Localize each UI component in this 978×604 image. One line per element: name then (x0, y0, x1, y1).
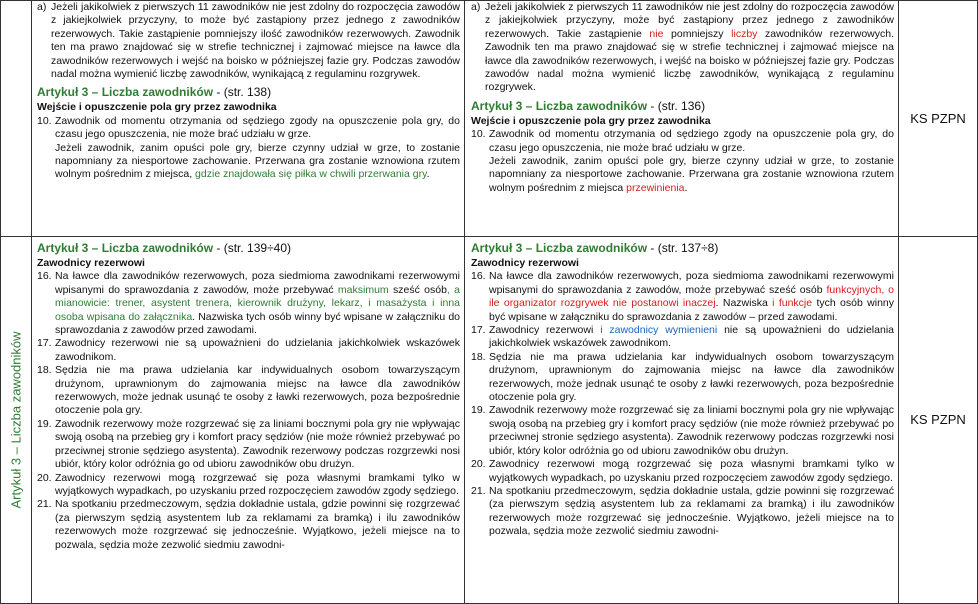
heading-text: Artykuł 3 – Liczba zawodników (37, 85, 214, 100)
section-heading (37, 241, 460, 255)
list-item (37, 1, 460, 81)
changed-text: przewinienia (626, 181, 685, 194)
text-span: Na ławce dla zawodników rezerwowych, poza siedmioma zawodnikami rezerwowymi wpisanymi do sprawozdania z zawodów, może przebywać sześć osób (489, 270, 894, 296)
list-item (37, 472, 460, 499)
item-text: Zawodnik od momentu otrzymania od sędziego zgody na opuszczenie pola gry, do czasu jego opuszczenia, nie może brać udziału w grze. (55, 114, 460, 141)
text-span: pomniejszy (663, 27, 732, 40)
item-number: 17. (471, 324, 486, 337)
list-item (37, 364, 460, 418)
side-cell (1, 237, 32, 604)
changed-text: , a mianowicie: trener, asystent trenera, kierownik drużyny, lekarz, i masażysta i inna osoba wpisana do załącznika (55, 283, 460, 323)
item-text: Zawodnik rezerwowy może rozgrzewać się za liniami bocznymi pola gry nie wpływając swoją osobą na przebieg gry i komfort pracy sędziów (nie może również przebywać po przeciwnej stronie sędziego asystenta). Zawodnik rezerwowy podczas rozgrzewki nosi ubiór, który kolor odróżnia go od ubioru zawodników obu drużyn. (55, 417, 460, 471)
page-ref: - (str. 137÷8) (647, 241, 719, 255)
changed-text: maksimum (337, 283, 389, 296)
list-item (471, 458, 894, 485)
item-number: 10. (37, 114, 52, 127)
item-number: 17. (37, 337, 52, 350)
page-ref: - (str. 138) (213, 85, 272, 100)
list-item (471, 404, 894, 458)
subheading: Zawodnicy rezerwowi (37, 257, 145, 269)
item-number: 20. (37, 471, 52, 484)
text-span: zawodników rezerwowych. Zawodnik ten ma prawo znajdować się w strefie technicznej i zajmować miejsce na ławce dla zawodników rezerwowych, i wejść na boisko w późniejszej fazie gry. Podczas zawodów nadal można wymienić liczbę zawodników, wynikającą z regulaminu rozgrywek. (485, 27, 894, 94)
list-item (471, 351, 894, 405)
text-span: . (426, 168, 430, 181)
changed-text: nie (649, 27, 664, 40)
text-span: Jeżeli jakikolwiek z pierwszych 11 zawodników nie jest zdolny do rozpoczęcia zawodów z jakiejkolwiek przyczyny, może być zastąpiony przez jednego z zawodników rezerwowych. Takie zastąpienie (485, 1, 894, 40)
list-item (471, 324, 894, 351)
source-cell (899, 1, 978, 237)
item-number: 10. (471, 128, 486, 141)
list-item (471, 270, 894, 324)
text-span: Jeżeli zawodnik, zanim opuści pole gry, bierze czynny udział w grze, to zostanie napomniany za niesportowe zachowanie. Przerwana gra zostanie wznowiona rzutem wolnym pośrednim z miejsca, (55, 141, 460, 181)
list-item (471, 128, 894, 155)
item-text (489, 324, 894, 351)
section-heading (37, 85, 460, 99)
changed-text: liczby (731, 27, 758, 40)
item-number: 18. (471, 350, 486, 363)
item-number: a) (37, 1, 47, 13)
item-text: Na spotkaniu przedmeczowym, sędzia dokładnie ustala, gdzie powinni się rozgrzewać (za pierwszym sędzią asystentem lub za reklamami za bramką) i ilu zawodników rezerwowych może rozgrzewać się jednocześnie. Wyjątkowo, jeżeli miejsce na to pozwala, sędzia może zezwolić siedmiu zawodni- (489, 484, 894, 538)
item-number: 21. (471, 484, 486, 497)
heading-text: Artykuł 3 – Liczba zawodników (471, 241, 648, 255)
text-span: . Nazwiska (715, 297, 773, 310)
list-item (37, 337, 460, 364)
text-span: Zawodnicy rezerwowi (489, 324, 601, 337)
item-text: Jeżeli jakikolwiek z pierwszych 11 zawodników nie jest zdolny do rozpoczęcia zawodów z jakiejkolwiek przyczyny, to może być zastąpiony przez jednego z zawodników rezerwowych. Takie zastąpienie pomniejszy ilość zawodników rezerwowych. Zawodnik ten ma prawo znajdować się w strefie technicznej i zajmować miejsce na ławce dla zawodników rezerwowych i wejść na boisko w późniejszej fazie gry. Podczas zawodów nadal można wymienić liczbę zawodników, wynikającą z regulaminu rozgrywek. (51, 1, 460, 81)
item-text (485, 1, 894, 95)
heading-text: Artykuł 3 – Liczba zawodników (37, 241, 214, 255)
item-number: 20. (471, 458, 486, 471)
changed-text: i funkcje (772, 297, 813, 310)
item-number: 18. (37, 364, 52, 377)
text-span: Na ławce dla zawodników rezerwowych, poza siedmioma zawodnikami rezerwowymi wpisanymi do sprawozdania z zawodów, może przebywać (55, 270, 460, 296)
cell-old-text-bottom (32, 237, 465, 604)
item-text: Sędzia nie ma prawa udzielania kar indywidualnych osobom towarzyszącym drużynom, uprawnionym do zajmowania miejsc na ławce dla zawodników rezerwowych, może jednak usunąć te osoby z ławki rezerwowych, poza bezpośrednie otoczenie pola gry. (55, 364, 460, 417)
item-text: Zawodnik od momentu otrzymania od sędziego zgody na opuszczenie pola gry, do czasu jego opuszczenia, nie może brać udziału w grze. (489, 128, 894, 154)
changed-text: gdzie znajdowała się piłka w chwili przerwania gry (192, 168, 427, 181)
text-span: nie są upoważnieni do udzielania jakichkolwiek wskazówek zawodnikom. (489, 324, 894, 350)
item-text: Sędzia nie ma prawa udzielania kar indywidualnych osobom towarzyszącym drużynom, uprawnionym do zajmowania miejsc na ławce dla zawodników rezerwowych, może jednak usunąć te osoby z ławki rezerwowych, poza bezpośrednie otoczenie pola gry. (489, 350, 894, 404)
subheading: Zawodnicy rezerwowi (471, 257, 579, 269)
side-cell-empty (1, 1, 32, 237)
text-span: sześć osób (388, 283, 447, 296)
text-span: . Nazwiska tych osób winny być wpisane w załączniku do sprawozdania z zawodów przed zawodami. (55, 310, 461, 337)
item-text: Zawodnik rezerwowy może rozgrzewać się za liniami bocznymi pola gry nie wpływając swoją osobą na przebieg gry i komfort pracy sędziów (nie może również przebywać po przeciwnej stronie sędziego asystenta). Zawodnik rezerwowy podczas rozgrzewki nosi ubiór, który kolor odróżnia go od ubioru zawodników obu drużyn. (489, 404, 894, 457)
changed-text: i zawodnicy wymienieni (600, 324, 718, 337)
item-text (489, 270, 894, 324)
source-label: KS PZPN (910, 412, 966, 428)
section-heading (471, 99, 894, 113)
table-row (1, 237, 978, 604)
item-number: 21. (37, 498, 52, 511)
text-span: . (684, 181, 688, 194)
page-ref: - (str. 139÷40) (213, 241, 291, 255)
cell-old-text-top (32, 1, 465, 237)
changed-text: funkcyjnych, o ile organizator rozgrywek nie postanowi inaczej (489, 283, 894, 310)
text-span: tych osób winny być wpisane w załączniku do sprawozdania z zawodów – przed zawodami. (489, 297, 894, 323)
source-cell (899, 237, 978, 604)
cell-new-text-top (465, 1, 899, 237)
item-text: Zawodnicy rezerwowi mogą rozgrzewać się poza własnymi bramkami tylko w wyjątkowych wypadkach, po uzyskaniu przed rozpoczęciem zawodów zgody sędziego. (55, 471, 460, 497)
list-item (37, 498, 460, 552)
list-item (37, 115, 460, 142)
item-number: 16. (37, 270, 52, 283)
item-text: Zawodnicy rezerwowi mogą rozgrzewać się poza własnymi bramkami tylko w wyjątkowych wypadkach, po uzyskaniu przed rozpoczęciem zawodów zgody sędziego. (489, 458, 894, 484)
item-number: 16. (471, 270, 486, 283)
item-number: 19. (471, 404, 486, 417)
list-item (37, 270, 460, 337)
item-text: Zawodnicy rezerwowi nie są upoważnieni do udzielania jakichkolwiek wskazówek zawodnikom. (55, 337, 460, 363)
list-item (471, 485, 894, 539)
item-continuation (55, 142, 460, 182)
item-number: a) (471, 1, 481, 13)
side-label: Artykuł 3 – Liczba zawodników (8, 331, 24, 509)
list-item (37, 418, 460, 472)
page-ref: - (str. 136) (647, 98, 706, 113)
cell-new-text-bottom (465, 237, 899, 604)
section-heading (471, 241, 894, 255)
table-row (1, 1, 978, 237)
source-label: KS PZPN (910, 110, 966, 126)
item-text (55, 270, 460, 337)
text-span: Jeżeli zawodnik, zanim opuści pole gry, bierze czynny udział w grze, to zostanie napomniany za niesportowe zachowanie. Przerwana gra zostanie wznowiona rzutem wolnym pośrednim z miejsca (489, 155, 894, 194)
subheading: Wejście i opuszczenie pola gry przez zawodnika (37, 101, 277, 114)
heading-text: Artykuł 3 – Liczba zawodników (471, 98, 648, 113)
list-item (471, 1, 894, 95)
item-text: Na spotkaniu przedmeczowym, sędzia dokładnie ustala, gdzie powinni się rozgrzewać (za pierwszym sędzią asystentem lub za reklamami za bramką) i ilu zawodników rezerwowych może rozgrzewać się jednocześnie. Wyjątkowo, jeżeli miejsce na to pozwala, sędzia może zezwolić siedmiu zawodni- (55, 498, 460, 551)
item-number: 19. (37, 417, 52, 430)
subheading: Wejście i opuszczenie pola gry przez zawodnika (471, 114, 711, 127)
item-continuation (489, 155, 894, 195)
